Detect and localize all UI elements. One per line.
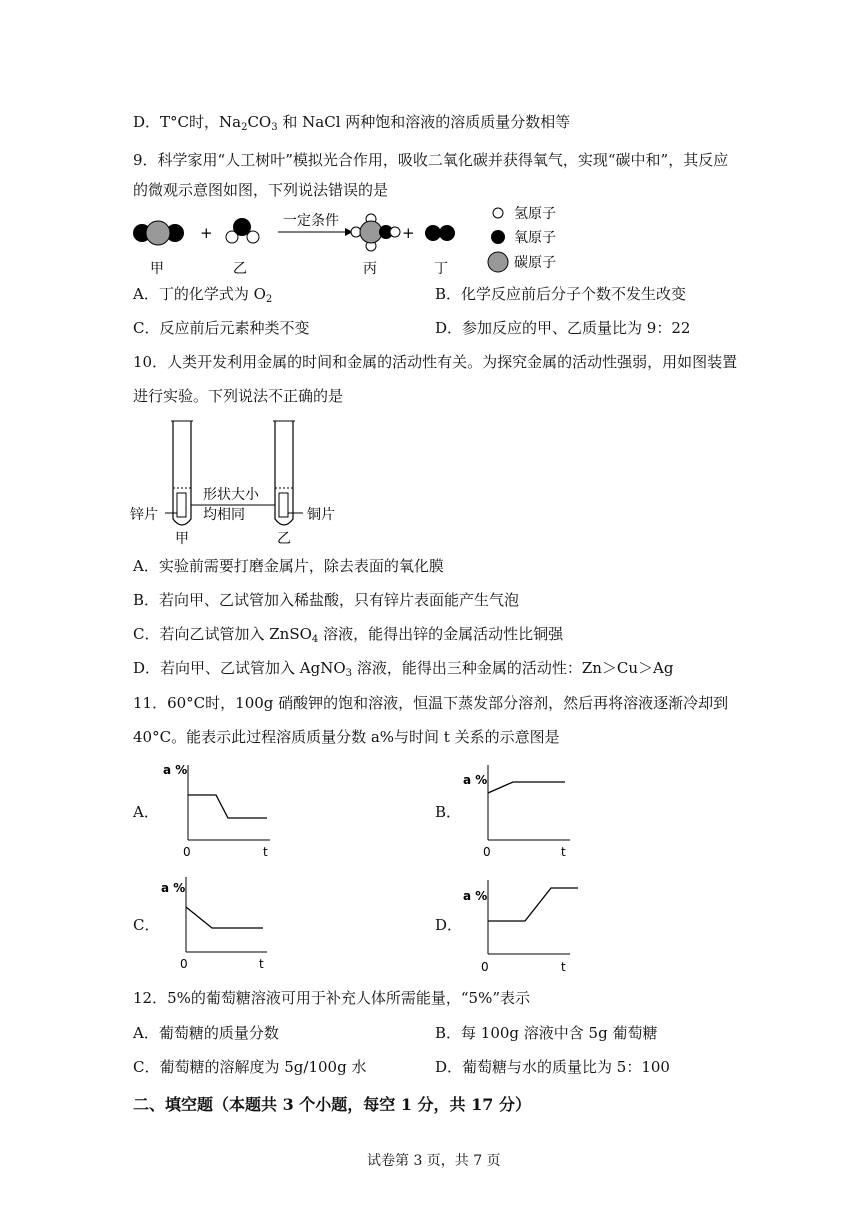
q10-option-a: A．实验前需要打磨金属片，除去表面的氧化膜 <box>133 557 444 575</box>
q10-option-d: D．若向甲、乙试管加入 AgNO$_3$ 溶液，能得出三种金属的活动性：Zn＞Cu＞Ag <box>133 659 674 679</box>
graph-c-ylabel: a % <box>161 881 186 895</box>
bing-carbon <box>360 221 382 243</box>
graph-a-curve <box>188 795 267 818</box>
q10-stem-line2: 进行实验。下列说法不正确的是 <box>133 387 344 405</box>
bing-hydrogen-right <box>390 227 400 237</box>
graph-d-letter: D． <box>435 916 463 934</box>
graph-d <box>455 872 585 977</box>
section-2-heading: 二、填空题（本题共 3 个小题，每空 1 分，共 17 分） <box>133 1095 531 1114</box>
label-ding: 丁 <box>434 261 448 277</box>
q9-option-a: A．丁的化学式为 $O_2$ <box>133 285 273 305</box>
q11-stem-line2: 40°C。能表示此过程溶质质量分数 a%与时间 t 关系的示意图是 <box>133 728 560 746</box>
copper-strip <box>279 493 288 517</box>
graph-b-curve <box>488 782 565 793</box>
q11-stem-line1: 11．60°C时，100g 硝酸钾的饱和溶液，恒温下蒸发部分溶剂，然后再将溶液逐渐冷却到 <box>133 694 729 712</box>
page-footer: 试卷第 3 页，共 7 页 <box>367 1153 501 1169</box>
reaction-condition: 一定条件 <box>283 213 339 229</box>
zinc-strip <box>177 493 186 517</box>
q9-option-b: B．化学反应前后分子个数不发生改变 <box>435 285 687 303</box>
q9-stem-line2: 的微观示意图如图，下列说法错误的是 <box>133 181 389 199</box>
legend-carbon-icon <box>488 252 508 272</box>
zinc-label: 锌片 <box>130 507 158 523</box>
graph-d-ylabel: a % <box>463 889 488 903</box>
label-jia: 甲 <box>150 261 164 277</box>
q10-stem-line1: 10．人类开发利用金属的时间和金属的活动性有关。为探究金属的活动性强弱，用如图装置 <box>133 353 738 371</box>
q10-option-b: B．若向甲、乙试管加入稀盐酸，只有锌片表面能产生气泡 <box>133 591 520 609</box>
graph-c <box>155 872 285 977</box>
graph-a-xlabel: t <box>263 845 268 859</box>
graph-b-xlabel: t <box>561 845 566 859</box>
graph-c-curve <box>186 907 263 928</box>
same-shape-label-1: 形状大小 <box>203 487 259 503</box>
legend-oxygen: 氧原子 <box>514 230 556 246</box>
graph-b-origin: 0 <box>483 845 491 859</box>
jia-carbon <box>146 221 170 245</box>
yi-oxygen <box>233 218 251 236</box>
graph-a-origin: 0 <box>183 845 191 859</box>
label-yi: 乙 <box>233 261 247 277</box>
graph-c-letter: C． <box>133 916 160 934</box>
graph-a <box>155 760 285 865</box>
q8-option-d: D．T°C时，$Na_2CO_3$ 和 NaCl 两种饱和溶液的溶质质量分数相等 <box>133 113 571 133</box>
q12-stem: 12．5%的葡萄糖溶液可用于补充人体所需能量，“5%”表示 <box>133 989 531 1007</box>
q12-option-a: A．葡萄糖的质量分数 <box>133 1024 279 1042</box>
q9-option-d: D．参加反应的甲、乙质量比为 9：22 <box>435 319 691 337</box>
graph-a-ylabel: a % <box>163 763 188 777</box>
q10-option-c: C．若向乙试管加入 ZnSO$_4$ 溶液，能得出锌的金属活动性比铜强 <box>133 625 564 645</box>
graph-b-ylabel: a % <box>463 773 488 787</box>
legend-carbon: 碳原子 <box>514 255 556 271</box>
copper-label: 铜片 <box>307 507 335 523</box>
q9-stem-line1: 9．科学家用“人工树叶”模拟光合作用，吸收二氧化碳并获得氧气，实现“碳中和”，其反应 <box>133 151 729 169</box>
label-bing: 丙 <box>363 261 377 277</box>
graph-c-origin: 0 <box>180 957 188 971</box>
graph-b <box>455 760 585 865</box>
legend-hydrogen-icon <box>493 208 503 218</box>
graph-b-letter: B． <box>435 803 462 821</box>
ding-oxygen-1 <box>425 225 441 241</box>
graph-d-origin: 0 <box>481 960 489 974</box>
q12-option-b: B．每 100g 溶液中含 5g 葡萄糖 <box>435 1024 658 1042</box>
legend-hydrogen: 氢原子 <box>514 206 556 222</box>
q9-option-c: C．反应前后元素种类不变 <box>133 319 310 337</box>
ding-oxygen-2 <box>439 225 455 241</box>
q12-option-d: D．葡萄糖与水的质量比为 5：100 <box>435 1058 670 1076</box>
graph-d-xlabel: t <box>561 960 566 974</box>
tube-label-jia: 甲 <box>175 531 189 547</box>
plus-2: + <box>402 224 415 242</box>
graph-c-xlabel: t <box>259 957 264 971</box>
graph-a-letter: A． <box>133 803 159 821</box>
q9-reaction-diagram <box>120 205 620 280</box>
legend-oxygen-icon <box>491 230 505 244</box>
q10-test-tube-diagram <box>125 413 355 548</box>
same-shape-label-2: 均相同 <box>203 507 245 523</box>
plus-1: + <box>200 224 213 242</box>
tube-label-yi: 乙 <box>277 531 291 547</box>
q12-option-c: C．葡萄糖的溶解度为 5g/100g 水 <box>133 1058 367 1076</box>
graph-d-curve <box>488 888 578 921</box>
